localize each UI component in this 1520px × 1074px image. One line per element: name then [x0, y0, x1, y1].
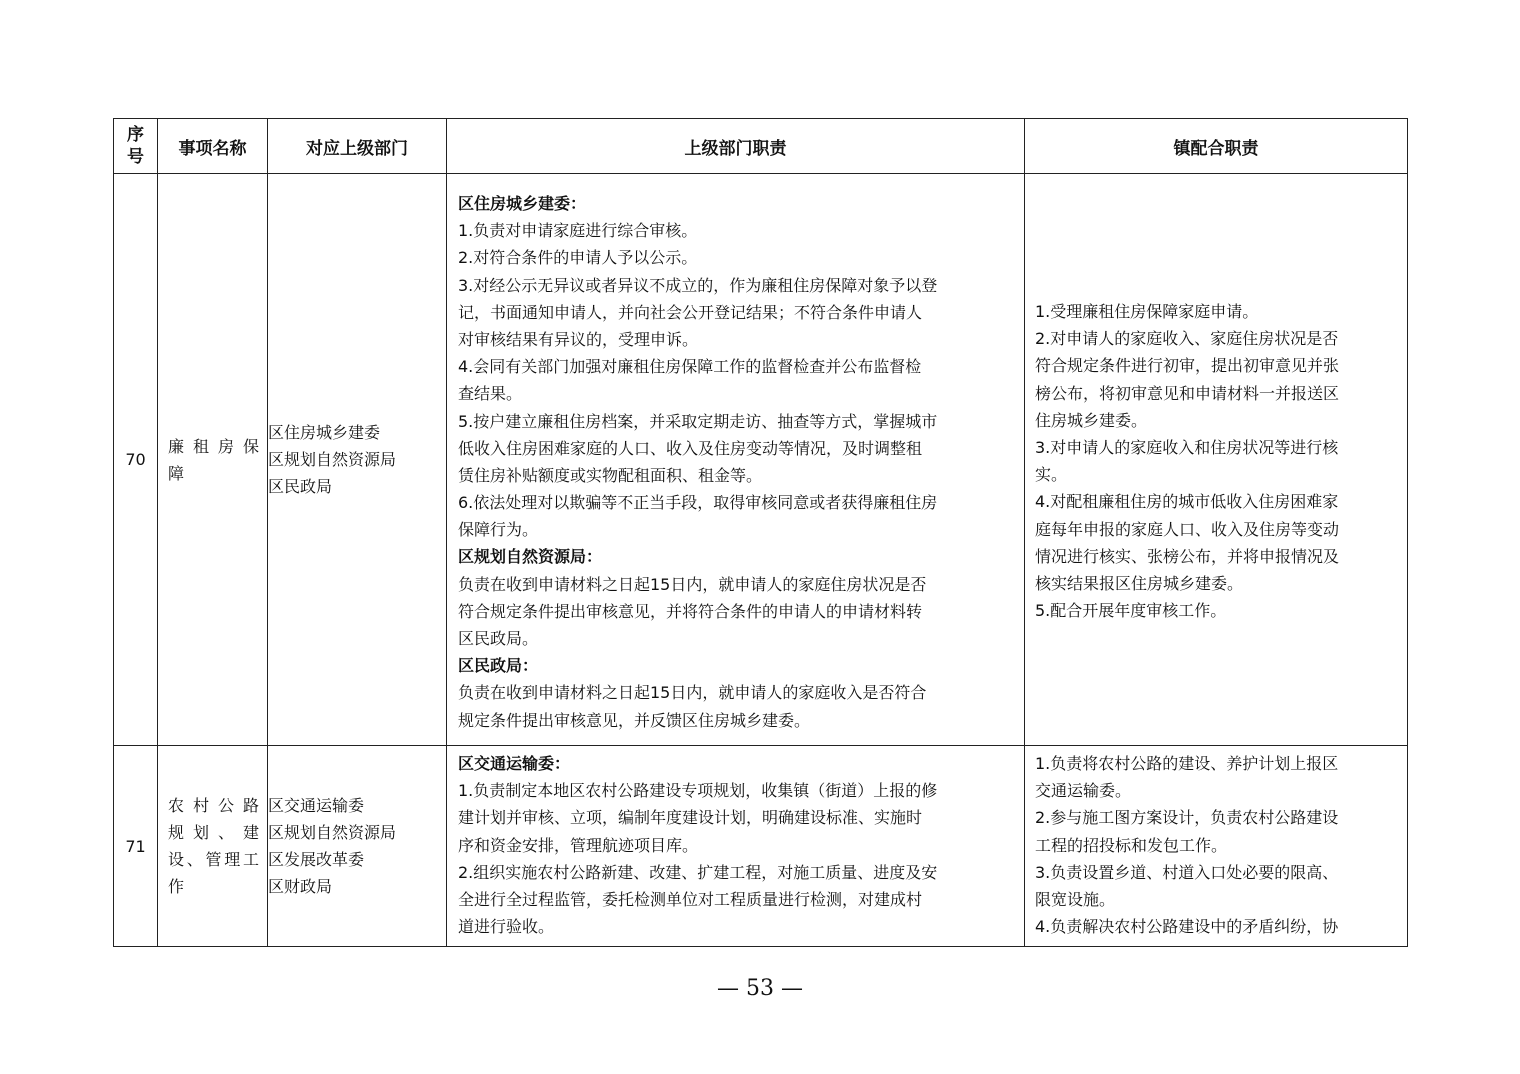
duty-line: 建计划并审核、立项，编制年度建设计划，明确建设标准、实施时 — [458, 808, 923, 828]
header-superior-duty: 上级部门职责 — [447, 119, 1025, 174]
duty-line: 道进行验收。 — [458, 917, 555, 937]
town-duty-line: 2.参与施工图方案设计，负责农村公路建设 — [1035, 808, 1339, 828]
item-name-line: 农村公路 — [168, 796, 259, 815]
town-duty-line: 情况进行核实、张榜公布，并将申报情况及 — [1035, 546, 1340, 566]
duty-line: 查结果。 — [458, 384, 523, 404]
duty-line: 1.负责制定本地区农村公路建设专项规划，收集镇（街道）上报的修 — [458, 781, 938, 801]
duty-line: 5.按户建立廉租住房档案，并采取定期走访、抽查等方式，掌握城市 — [458, 411, 938, 431]
duty-line: 规定条件提出审核意见，并反馈区住房城乡建委。 — [458, 710, 811, 730]
town-duty-line: 1.负责将农村公路的建设、养护计划上报区 — [1035, 754, 1339, 773]
duty-line: 对审核结果有异议的，受理申诉。 — [458, 329, 699, 349]
dept-line: 区发展改革委 — [268, 850, 365, 869]
town-duty-line: 榜公布，将初审意见和申请材料一并报送区 — [1035, 383, 1340, 403]
town-duty-line: 符合规定条件进行初审，提出初审意见并张 — [1035, 356, 1340, 376]
superior-dept — [268, 174, 447, 746]
page-number: — 53 — — [717, 976, 803, 1001]
duty-line: 负责在收到申请材料之日起15日内，就申请人的家庭收入是否符合 — [458, 683, 927, 703]
header-seq — [114, 119, 158, 174]
town-duty-line: 2.对申请人的家庭收入、家庭住房状况是否 — [1035, 329, 1339, 349]
item-name-line: 作 — [168, 877, 185, 896]
item-name — [158, 174, 268, 746]
duty-line: 序和资金安排，管理航迹项目库。 — [458, 835, 699, 855]
duty-line: 记，书面通知申请人，并向社会公开登记结果；不符合条件申请人 — [458, 302, 923, 322]
superior-dept — [268, 746, 447, 947]
row-number: 70 — [114, 174, 158, 746]
duty-line: 区民政局。 — [458, 629, 539, 648]
dept-line: 区规划自然资源局 — [268, 823, 397, 842]
header-seq-line2: 号 — [127, 147, 144, 167]
duty-line: 赁住房补贴额度或实物配租面积、租金等。 — [458, 465, 763, 485]
item-name-line: 规划、建 — [168, 823, 259, 842]
duty-line: 2.对符合条件的申请人予以公示。 — [458, 248, 698, 268]
duty-line: 全进行全过程监管，委托检测单位对工程质量进行检测，对建成村 — [458, 889, 923, 909]
item-name — [158, 746, 268, 947]
dept-heading: 区民政局： — [458, 656, 539, 676]
dept-heading: 区住房城乡建委： — [458, 194, 587, 213]
row-number: 71 — [114, 746, 158, 947]
duty-line: 3.对经公示无异议或者异议不成立的，作为廉租住房保障对象予以登 — [458, 275, 938, 295]
town-duty-line: 4.负责解决农村公路建设中的矛盾纠纷，协 — [1035, 917, 1339, 937]
duty-lines — [447, 746, 1024, 940]
town-duty-line: 核实结果报区住房城乡建委。 — [1035, 573, 1244, 593]
town-duty — [1025, 746, 1408, 947]
dept-heading: 区规划自然资源局： — [458, 547, 603, 567]
duty-line: 负责在收到申请材料之日起15日内，就申请人的家庭住房状况是否 — [458, 574, 927, 594]
item-name-line: 障 — [168, 463, 185, 483]
town-duty-line: 庭每年申报的家庭人口、收入及住房等变动 — [1035, 519, 1340, 539]
table-row — [114, 174, 1408, 746]
town-duty — [1025, 174, 1408, 746]
duty-line: 2.组织实施农村公路新建、改建、扩建工程，对施工质量、进度及安 — [458, 862, 938, 882]
dept-line: 区住房城乡建委 — [268, 423, 381, 442]
dept-line: 区民政局 — [268, 477, 333, 496]
superior-duty — [447, 746, 1025, 947]
item-name-line: 廉租房保 — [168, 436, 259, 456]
town-duty-line: 3.对申请人的家庭收入和住房状况等进行核 — [1035, 437, 1339, 457]
town-duty-line: 工程的招投标和发包工作。 — [1035, 835, 1228, 855]
town-duty-line: 交通运输委。 — [1035, 781, 1132, 801]
header-item-name: 事项名称 — [158, 119, 268, 174]
dept-heading: 区交通运输委： — [458, 754, 571, 773]
duty-line: 低收入住房困难家庭的人口、收入及住房变动等情况，及时调整租 — [458, 438, 923, 458]
town-lines — [1025, 746, 1407, 940]
table-header-row — [114, 119, 1408, 174]
duty-table — [113, 118, 1408, 947]
town-duty-line: 4.对配租廉租住房的城市低收入住房困难家 — [1035, 492, 1339, 512]
item-name-line: 设、管理工 — [168, 850, 259, 869]
table-row — [114, 746, 1408, 947]
duty-line: 保障行为。 — [458, 520, 539, 540]
duty-line: 1.负责对申请家庭进行综合审核。 — [458, 221, 698, 241]
duty-lines — [447, 174, 1024, 734]
header-seq-line1: 序 — [127, 125, 144, 145]
town-duty-line: 限宽设施。 — [1035, 889, 1116, 909]
town-duty-line: 实。 — [1035, 465, 1068, 485]
superior-duty — [447, 174, 1025, 746]
duty-line: 6.依法处理对以欺骗等不正当手段，取得审核同意或者获得廉租住房 — [458, 493, 938, 513]
duty-line: 符合规定条件提出审核意见，并将符合条件的申请人的申请材料转 — [458, 601, 923, 621]
town-duty-line: 3.负责设置乡道、村道入口处必要的限高、 — [1035, 862, 1339, 882]
town-duty-line: 住房城乡建委。 — [1035, 410, 1148, 430]
duty-line: 4.会同有关部门加强对廉租住房保障工作的监督检查并公布监督检 — [458, 357, 922, 377]
town-duty-line: 5.配合开展年度审核工作。 — [1035, 601, 1227, 621]
header-town-duty: 镇配合职责 — [1025, 119, 1408, 174]
dept-line: 区财政局 — [268, 877, 333, 896]
header-superior-dept: 对应上级部门 — [268, 119, 447, 174]
town-lines — [1025, 174, 1407, 624]
dept-line: 区规划自然资源局 — [268, 450, 397, 469]
dept-line: 区交通运输委 — [268, 796, 365, 815]
town-duty-line: 1.受理廉租住房保障家庭申请。 — [1035, 302, 1259, 321]
